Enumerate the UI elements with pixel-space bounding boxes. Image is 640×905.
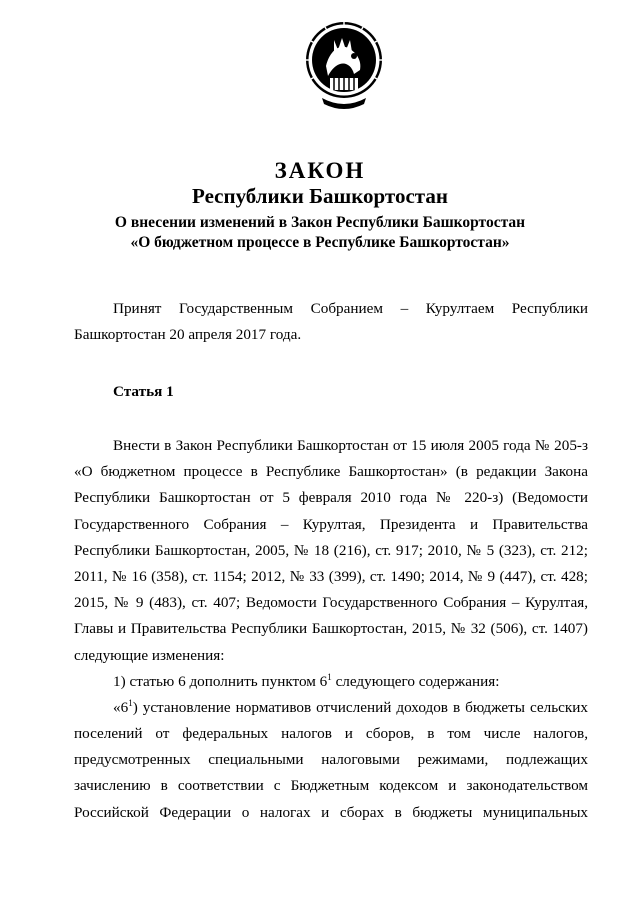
item-1-text: 1) статью 6 дополнить пунктом 6	[113, 672, 328, 690]
adoption-line-2: Башкортостан 20 апреля 2017 года.	[74, 326, 302, 344]
item-1-rest: следующего содержания:	[331, 672, 500, 690]
quote-line: предусмотренных специальными налоговыми режимами, подлежащих	[74, 751, 588, 769]
republic-title: Республики Башкортостан	[192, 184, 448, 208]
text-line: 2015, № 9 (483), ст. 407; Ведомости Государственного Собрания – Курултая,	[74, 594, 588, 612]
quote-line: поселений от федеральных налогов и сборов, в том числе налогов,	[74, 725, 588, 743]
subtitle-line-2: «О бюджетном процессе в Республике Башкортостан»	[130, 234, 510, 251]
article-paragraph-1	[74, 433, 588, 826]
item-1-line	[74, 669, 588, 695]
quote-line: зачислению в соответствии с Бюджетным кодексом и законодательством	[74, 777, 588, 795]
adoption-paragraph	[74, 296, 588, 348]
text-line: Внести в Закон Республики Башкортостан от 15 июля 2005 года № 205-з	[113, 437, 588, 454]
text-line: Республики Башкортостан от 5 февраля 2010 года № 220-з) (Ведомости	[74, 489, 588, 507]
text-line: Республики Башкортостан, 2005, № 18 (216), ст. 917; 2010, № 5 (323), ст. 212;	[74, 541, 588, 559]
text-line: Государственного Собрания – Курултая, Президента и Правительства	[74, 515, 588, 533]
text-line: Главы и Правительства Республики Башкортостан, 2015, № 32 (506), ст. 1407)	[74, 620, 588, 638]
quote-first-line	[74, 695, 588, 721]
text-line: 2011, № 16 (358), ст. 1154; 2012, № 33 (399), ст. 1490; 2014, № 9 (447), ст. 428;	[74, 567, 588, 585]
adoption-line-1: Принят Государственным Собранием – Курултаем Республики	[113, 300, 588, 317]
law-title: ЗАКОН	[274, 158, 366, 183]
bashkortostan-emblem-icon	[304, 20, 384, 115]
quote-line: Российской Федерации о налогах и сборах в бюджеты муниципальных	[74, 803, 588, 821]
superscript: 1	[327, 671, 332, 682]
quote-open: «6	[113, 698, 129, 716]
text-line: «О бюджетном процессе в Республике Башкортостан» (в редакции Закона	[74, 463, 588, 481]
subtitle-line-1: О внесении изменений в Закон Республики Башкортостан	[114, 214, 526, 231]
text-line: следующие изменения:	[74, 646, 225, 664]
quote-first-rest: ) установление нормативов отчислений доходов в бюджеты сельских	[132, 698, 588, 716]
superscript: 1	[128, 697, 133, 708]
article-heading: Статья 1	[113, 383, 174, 400]
